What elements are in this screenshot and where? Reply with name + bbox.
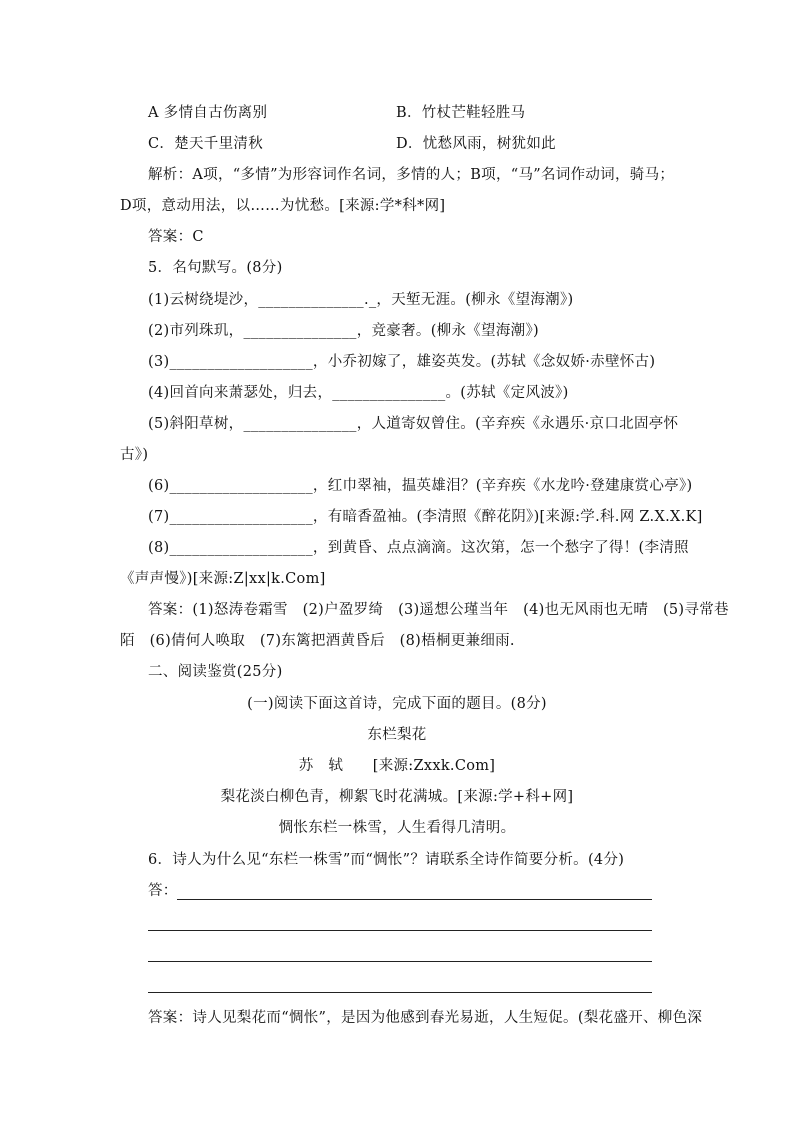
option-b: B．竹杖芒鞋轻胜马 xyxy=(396,105,526,121)
q5-item-3: (3)___________________，小乔初嫁了，雄姿英发。(苏轼《念奴娇·赤壁怀古) xyxy=(148,354,656,370)
answer-blank-line[interactable] xyxy=(148,961,652,962)
q5-item-2: (2)市列珠玑，_______________，竞豪奢。(柳永《望海潮》) xyxy=(148,323,539,339)
answer-q4: 答案：C xyxy=(148,229,204,245)
q6-answer-prompt: 答： xyxy=(148,883,178,899)
q5-item-8-cont: 《声声慢》)[来源:Z|xx|k.Com] xyxy=(120,571,326,587)
q6-answer: 答案：诗人见梨花而“惆怅”，是因为他感到春光易逝，人生短促。(梨花盛开、柳色深 xyxy=(148,1010,703,1026)
q5-item-7: (7)___________________，有暗香盈袖。(李清照《醉花阴》)[来源:学.科.网 Z.X.X.K] xyxy=(148,509,703,525)
q5-item-5-cont: 古》) xyxy=(120,447,149,463)
q5-item-4: (4)回首向来萧瑟处，归去，_______________。(苏轼《定风波》) xyxy=(148,385,569,401)
q6-question: 6．诗人为什么见“东栏一株雪”而“惆怅”？请联系全诗作简要分析。(4分) xyxy=(148,852,625,868)
answer-blank-line[interactable] xyxy=(148,930,652,931)
poem-title: 东栏梨花 xyxy=(367,727,427,743)
analysis-line-1: 解析：A项，“多情”为形容词作名词，多情的人；B项，“马”名词作动词，骑马； xyxy=(148,167,675,183)
poem-author: 苏 轼 [来源:Zxxk.Com] xyxy=(298,758,496,774)
option-a: A 多情自古伤离别 xyxy=(148,105,268,121)
poem-line-2: 惆怅东栏一株雪，人生看得几清明。 xyxy=(278,820,516,836)
section-heading: 二、阅读鉴赏(25分) xyxy=(148,664,283,680)
q5-item-1: (1)云树绕堤沙，______________._，天堑无涯。(柳永《望海潮》) xyxy=(148,292,574,308)
q5-item-8: (8)___________________，到黄昏、点点滴滴。这次第，怎一个愁字了得！(李清照 xyxy=(148,540,689,556)
option-d: D．忧愁风雨，树犹如此 xyxy=(396,136,556,152)
q5-title: 5．名句默写。(8分) xyxy=(148,260,283,276)
analysis-line-2: D项，意动用法，以……为忧愁。[来源:学*科*网] xyxy=(120,198,446,214)
sub-heading: (一)阅读下面这首诗，完成下面的题目。(8分) xyxy=(247,696,547,712)
q5-answer-line-1: 答案：(1)怒涛卷霜雪 (2)户盈罗绮 (3)遥想公瑾当年 (4)也无风雨也无晴 (5)寻常巷 xyxy=(148,602,729,618)
answer-blank-line[interactable] xyxy=(148,992,652,993)
poem-line-1: 梨花淡白柳色青，柳絮飞时花满城。[来源:学+科+网] xyxy=(220,789,574,805)
option-c: C．楚天千里清秋 xyxy=(148,136,263,152)
answer-blank-line[interactable] xyxy=(177,899,652,900)
q5-item-5: (5)斜阳草树，_______________，人道寄奴曾住。(辛弃疾《永遇乐·京口北固亭怀 xyxy=(148,416,679,432)
q5-answer-line-2: 陌 (6)倩何人唤取 (7)东篱把酒黄昏后 (8)梧桐更兼细雨. xyxy=(120,633,515,649)
q5-item-6: (6)___________________，红巾翠袖，揾英雄泪？(辛弃疾《水龙吟·登建康赏心亭》) xyxy=(148,478,693,494)
